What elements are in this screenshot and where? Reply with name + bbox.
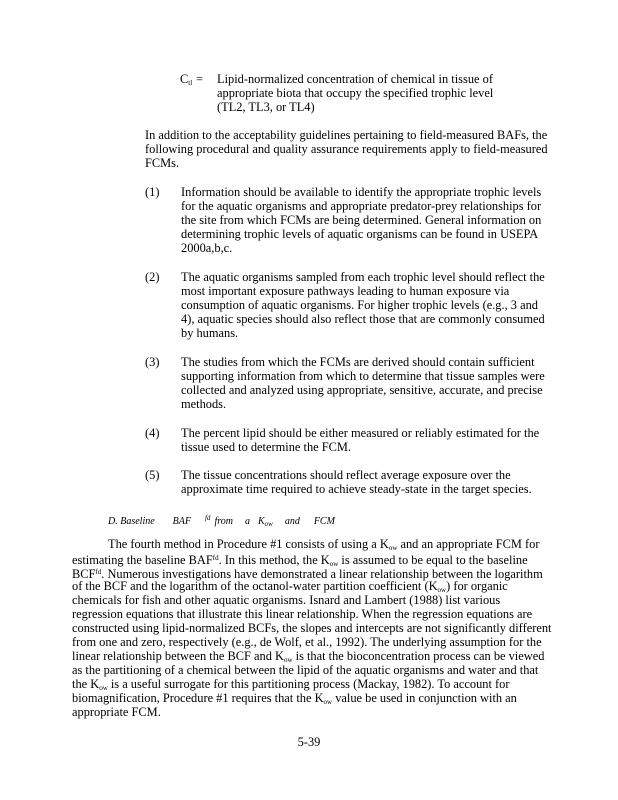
body-line: from one and zero, respectively (e.g., de Wolf, et al., 1992). The underlying assumption for the — [72, 635, 542, 649]
requirement-number: (2) — [145, 270, 160, 284]
body-line: biomagnification, Procedure #1 requires that the $K_{ow}$ value be used in conjunction with an — [72, 691, 517, 706]
intro-line: following procedural and quality assurance requirements apply to field-measured — [145, 142, 548, 156]
intro-line: In addition to the acceptability guidelines pertaining to field-measured BAFs, the — [145, 128, 548, 142]
requirement-line: 4), aquatic species should also reflect those that are commonly consumed — [181, 312, 545, 326]
heading-k: K — [257, 516, 265, 527]
requirement-number: (4) — [145, 426, 160, 440]
body-line: as the partitioning of a chemical between the lipid of the aquatic organisms and water and that — [72, 663, 539, 677]
body-line: The fourth method in Procedure #1 consists of using a $K_{ow}$ and an appropriate FCM for — [108, 537, 540, 552]
requirement-line: methods. — [181, 397, 227, 411]
heading-baf-sup: fd — [204, 514, 211, 522]
requirement-line: 2000a,b,c. — [181, 241, 233, 255]
requirement-line: The studies from which the FCMs are derived should contain sufficient — [181, 355, 535, 369]
requirement-line: Information should be available to identify the appropriate trophic levels — [181, 185, 542, 199]
requirement-line: most important exposure pathways leading to human exposure via — [181, 284, 510, 298]
definition-line: appropriate biota that occupy the specified trophic level — [217, 86, 494, 100]
requirement-line: supporting information from which to determine that tissue samples were — [181, 369, 545, 383]
section-heading — [108, 512, 335, 530]
heading-and: and — [284, 516, 300, 527]
heading-k-sub: ow — [264, 520, 273, 528]
requirement-line: The percent lipid should be either measured or reliably estimated for the — [181, 426, 540, 440]
requirement-line: approximate time required to achieve steady-state in the target species. — [181, 482, 532, 496]
requirement-line: for the aquatic organisms and appropriate predator-prey relationships for — [181, 199, 542, 213]
body-line: of the BCF and the logarithm of the octanol-water partition coefficient $(K_{ow})$ for organic — [72, 579, 508, 594]
body-line: chemicals for fish and other aquatic organisms. Isnard and Lambert (1988) list various — [72, 593, 501, 607]
body-line: the $K_{ow}$ is a useful surrogate for this partitioning process (Mackay, 1982). To account for — [72, 677, 510, 692]
definition-line: (TL2, TL3, or TL4) — [217, 100, 315, 114]
body-line: $BCF^{fd}$. Numerous investigations have demonstrated a linear relationship between the logarithm — [72, 567, 543, 581]
heading-fcm: FCM — [313, 516, 335, 527]
requirement-line: The aquatic organisms sampled from each trophic level should reflect the — [181, 270, 545, 284]
page-number: 5-39 — [297, 735, 321, 749]
requirement-line: tissue used to determine the FCM. — [181, 440, 352, 454]
heading-prefix: D. Baseline — [108, 516, 155, 527]
requirement-number: (1) — [145, 185, 160, 199]
definition-equals: = — [196, 72, 203, 86]
requirement-line: The tissue concentrations should reflect average exposure over the — [181, 468, 511, 482]
requirement-number: (5) — [145, 468, 160, 482]
heading-a: a — [244, 516, 250, 527]
heading-from: from — [214, 516, 233, 527]
heading-baf: BAF — [172, 516, 191, 527]
body-line: regression equations that illustrate this linear relationship. When the regression equations are — [72, 607, 533, 621]
definition-symbol: $C_{tl}$ — [180, 72, 193, 87]
body-line: estimating the baseline $BAF^{fd}$. In this method, the $K_{ow}$ is assumed to be equal to the baseline — [72, 553, 528, 568]
body-line: linear relationship between the BCF and $K_{ow}$ is that the bioconcentration process can be viewed — [72, 649, 545, 664]
requirement-line: determining trophic levels of aquatic organisms can be found in USEPA — [181, 227, 539, 241]
definition-line: Lipid-normalized concentration of chemical in tissue of — [217, 72, 493, 86]
body-line: constructed using lipid-normalized BCFs, the slopes and intercepts are not significantly different — [72, 621, 552, 635]
requirement-line: consumption of aquatic organisms. For higher trophic levels (e.g., 3 and — [181, 298, 538, 312]
requirement-line: the site from which FCMs are being determined. General information on — [181, 213, 542, 227]
requirement-number: (3) — [145, 355, 160, 369]
requirement-line: by humans. — [181, 326, 239, 340]
intro-line: FCMs. — [145, 156, 180, 170]
body-line: appropriate FCM. — [72, 705, 161, 719]
requirement-line: collected and analyzed using appropriate, sensitive, accurate, and precise — [181, 383, 543, 397]
